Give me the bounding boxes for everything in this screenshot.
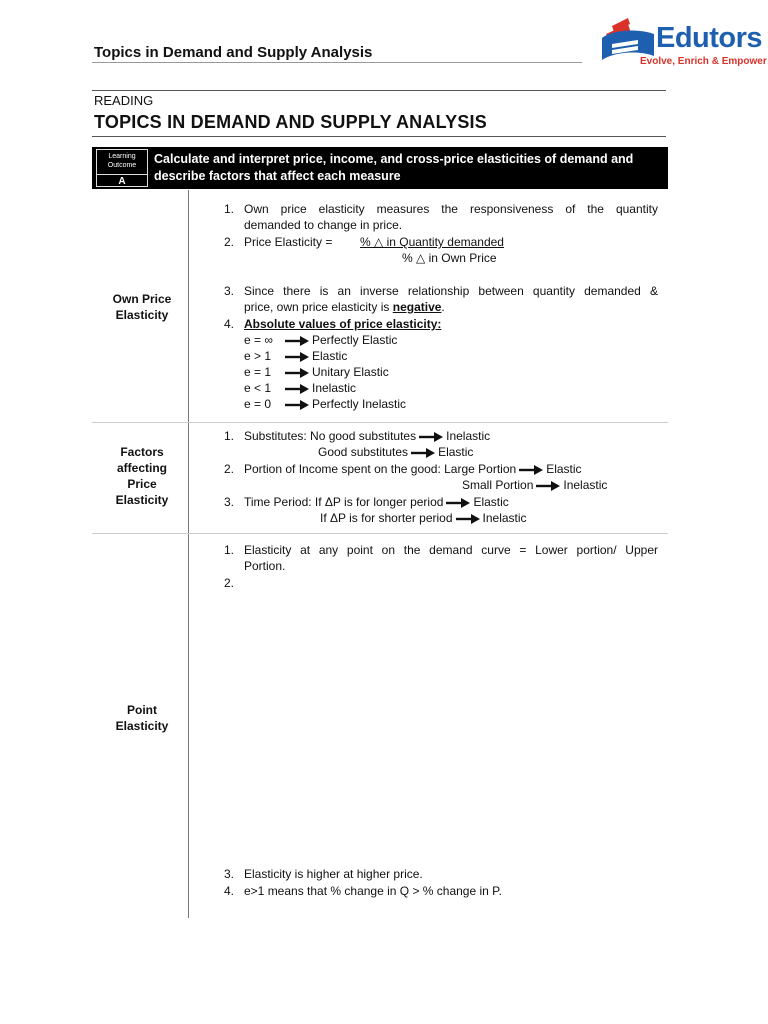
right-arrow-icon xyxy=(285,352,309,362)
point-item1-line1: Elasticity at any point on the demand curve = Lower portion/ Upper xyxy=(244,543,658,557)
elasticity-value-row xyxy=(244,396,406,412)
bold-negative: negative xyxy=(392,300,442,314)
factor-row xyxy=(318,444,473,460)
value-cond: e < 1 xyxy=(244,381,272,395)
right-arrow-icon xyxy=(519,465,543,475)
factor-text: Substitutes: No good substitutes xyxy=(244,429,417,443)
factor-result: Inelastic xyxy=(446,429,491,443)
label-line: Point xyxy=(127,703,157,717)
right-arrow-icon xyxy=(285,368,309,378)
list-number: 1. xyxy=(223,202,234,216)
lo-text-line2: describe factors that affect each measure xyxy=(154,169,401,183)
factor-text: If ΔP is for shorter period xyxy=(320,511,453,525)
value-result: Unitary Elastic xyxy=(312,365,389,379)
label-line: Elasticity xyxy=(115,493,169,507)
learning-outcome-text xyxy=(154,151,659,185)
value-cond: e = ∞ xyxy=(244,333,273,347)
list-number: 4. xyxy=(223,884,234,898)
elasticity-value-row xyxy=(244,380,356,396)
section-separator-1 xyxy=(92,422,668,423)
formula-denominator: % △ in Own Price xyxy=(402,251,497,265)
factor-text: Small Portion xyxy=(462,478,534,492)
factor-result: Elastic xyxy=(438,445,474,459)
right-arrow-icon xyxy=(285,400,309,410)
column-divider xyxy=(188,190,189,918)
text-span: . xyxy=(441,300,445,314)
value-result: Inelastic xyxy=(312,381,357,395)
own-price-item3-line2 xyxy=(244,299,445,315)
lo-letter: A xyxy=(118,176,126,187)
title-top-rule xyxy=(92,90,666,91)
right-arrow-icon xyxy=(456,514,480,524)
factor-text: Portion of Income spent on the good: Large Portion xyxy=(244,462,517,476)
list-number: 2. xyxy=(223,462,234,476)
elasticity-value-row xyxy=(244,364,389,380)
title-bottom-rule xyxy=(92,136,666,137)
list-number: 3. xyxy=(223,495,234,509)
value-result: Perfectly Inelastic xyxy=(312,397,407,411)
factor-row xyxy=(462,477,607,493)
point-item4-text: e>1 means that % change in Q > % change in P. xyxy=(244,884,502,898)
section-separator-2 xyxy=(92,533,668,534)
value-result: Elastic xyxy=(312,349,348,363)
absolute-values-heading: Absolute values of price elasticity: xyxy=(244,317,442,331)
point-item1-line2: Portion. xyxy=(244,559,286,573)
list-number: 2. xyxy=(223,576,234,590)
lo-label-line1: Learning xyxy=(108,153,136,160)
list-number: 1. xyxy=(223,429,234,443)
logo-tagline: Evolve, Enrich & Empower xyxy=(640,56,767,67)
list-number: 3. xyxy=(223,284,234,298)
factor-row xyxy=(244,428,490,444)
list-number: 3. xyxy=(223,867,234,881)
value-result: Perfectly Elastic xyxy=(312,333,398,347)
own-price-item1-line1: Own price elasticity measures the responsiveness of the quantity xyxy=(244,202,658,216)
factor-result: Inelastic xyxy=(563,478,608,492)
list-number: 1. xyxy=(223,543,234,557)
right-arrow-icon xyxy=(536,481,560,491)
edutors-logo xyxy=(598,14,767,72)
value-cond: e = 1 xyxy=(244,365,272,379)
factor-result: Inelastic xyxy=(482,511,527,525)
value-cond: e = 0 xyxy=(244,397,272,411)
label-line: Elasticity xyxy=(115,719,169,733)
text-span: price, own price elasticity is xyxy=(244,300,390,314)
elasticity-value-row xyxy=(244,348,347,364)
page-title: TOPICS IN DEMAND AND SUPPLY ANALYSIS xyxy=(94,112,487,132)
own-price-item3-line1: Since there is an inverse relationship between quantity demanded & xyxy=(244,284,658,298)
formula-numerator: % △ in Quantity demanded xyxy=(360,235,504,249)
point-item3-text: Elasticity is higher at higher price. xyxy=(244,867,423,881)
section-label-own-price xyxy=(96,291,188,323)
list-number: 4. xyxy=(223,317,234,331)
logo-wordmark: Edutors xyxy=(656,22,763,54)
learning-outcome-bar xyxy=(92,147,668,189)
factor-result: Elastic xyxy=(473,495,509,509)
lo-label-line2: Outcome xyxy=(107,162,137,169)
running-header-title: Topics in Demand and Supply Analysis xyxy=(94,44,373,61)
section-label-factors xyxy=(96,444,188,508)
lo-text-line1: Calculate and interpret price, income, and cross-price elasticities of demand and xyxy=(154,152,634,166)
label-line: affecting xyxy=(116,461,167,475)
factor-text: Time Period: If ΔP is for longer period xyxy=(244,495,444,509)
learning-outcome-badge xyxy=(96,149,148,187)
factor-row xyxy=(244,461,582,477)
label-line: Factors xyxy=(120,445,164,459)
value-cond: e > 1 xyxy=(244,349,272,363)
right-arrow-icon xyxy=(285,384,309,394)
reading-label: READING xyxy=(94,93,154,108)
section-label-point xyxy=(96,702,188,734)
label-line: Price xyxy=(127,477,157,491)
right-arrow-icon xyxy=(419,432,443,442)
label-line: Own Price xyxy=(112,292,172,306)
right-arrow-icon xyxy=(446,498,470,508)
lo-badge-divider xyxy=(97,174,147,175)
factor-result: Elastic xyxy=(546,462,582,476)
right-arrow-icon xyxy=(411,448,435,458)
right-arrow-icon xyxy=(285,336,309,346)
own-price-item1-line2: demanded to change in price. xyxy=(244,218,403,232)
elasticity-value-row xyxy=(244,332,397,348)
factor-row xyxy=(320,510,527,526)
factor-text: Good substitutes xyxy=(318,445,409,459)
header-rule xyxy=(92,62,582,63)
list-number: 2. xyxy=(223,235,234,249)
label-line: Elasticity xyxy=(115,308,169,322)
factor-row xyxy=(244,494,509,510)
price-elasticity-label: Price Elasticity = xyxy=(244,235,333,249)
